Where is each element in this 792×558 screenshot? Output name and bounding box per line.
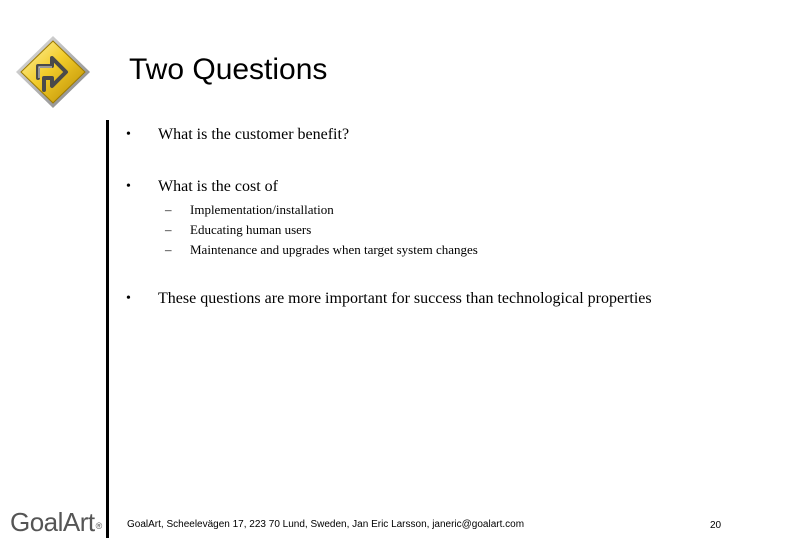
brand-name: GoalArt [10, 507, 95, 537]
vertical-divider [106, 120, 109, 538]
brand-logo [10, 505, 102, 539]
page-number: 20 [710, 520, 722, 531]
sub-bullet-text: Educating human users [190, 222, 312, 237]
bullet-text: What is the customer benefit? [158, 126, 350, 143]
sub-bullet-mark: – [165, 222, 172, 237]
slide-title: Two Questions [129, 53, 328, 86]
sub-bullet-text: Maintenance and upgrades when target system changes [190, 242, 478, 257]
bullet-mark: • [126, 291, 131, 306]
bullet-text: These questions are more important for success than technological properties [158, 290, 652, 307]
registered-mark: ® [95, 521, 103, 531]
footer-text: GoalArt, Scheelevägen 17, 223 70 Lund, Sweden, Jan Eric Larsson, janeric@goalart.com [127, 519, 525, 530]
bullet-mark: • [126, 179, 131, 194]
sub-bullet-text: Implementation/installation [190, 202, 334, 217]
goal-diamond-icon [14, 34, 92, 110]
sub-bullet-mark: – [165, 202, 172, 217]
bullet-text: What is the cost of [158, 178, 278, 195]
bullet-mark: • [126, 127, 131, 142]
sub-bullet-mark: – [165, 242, 172, 257]
